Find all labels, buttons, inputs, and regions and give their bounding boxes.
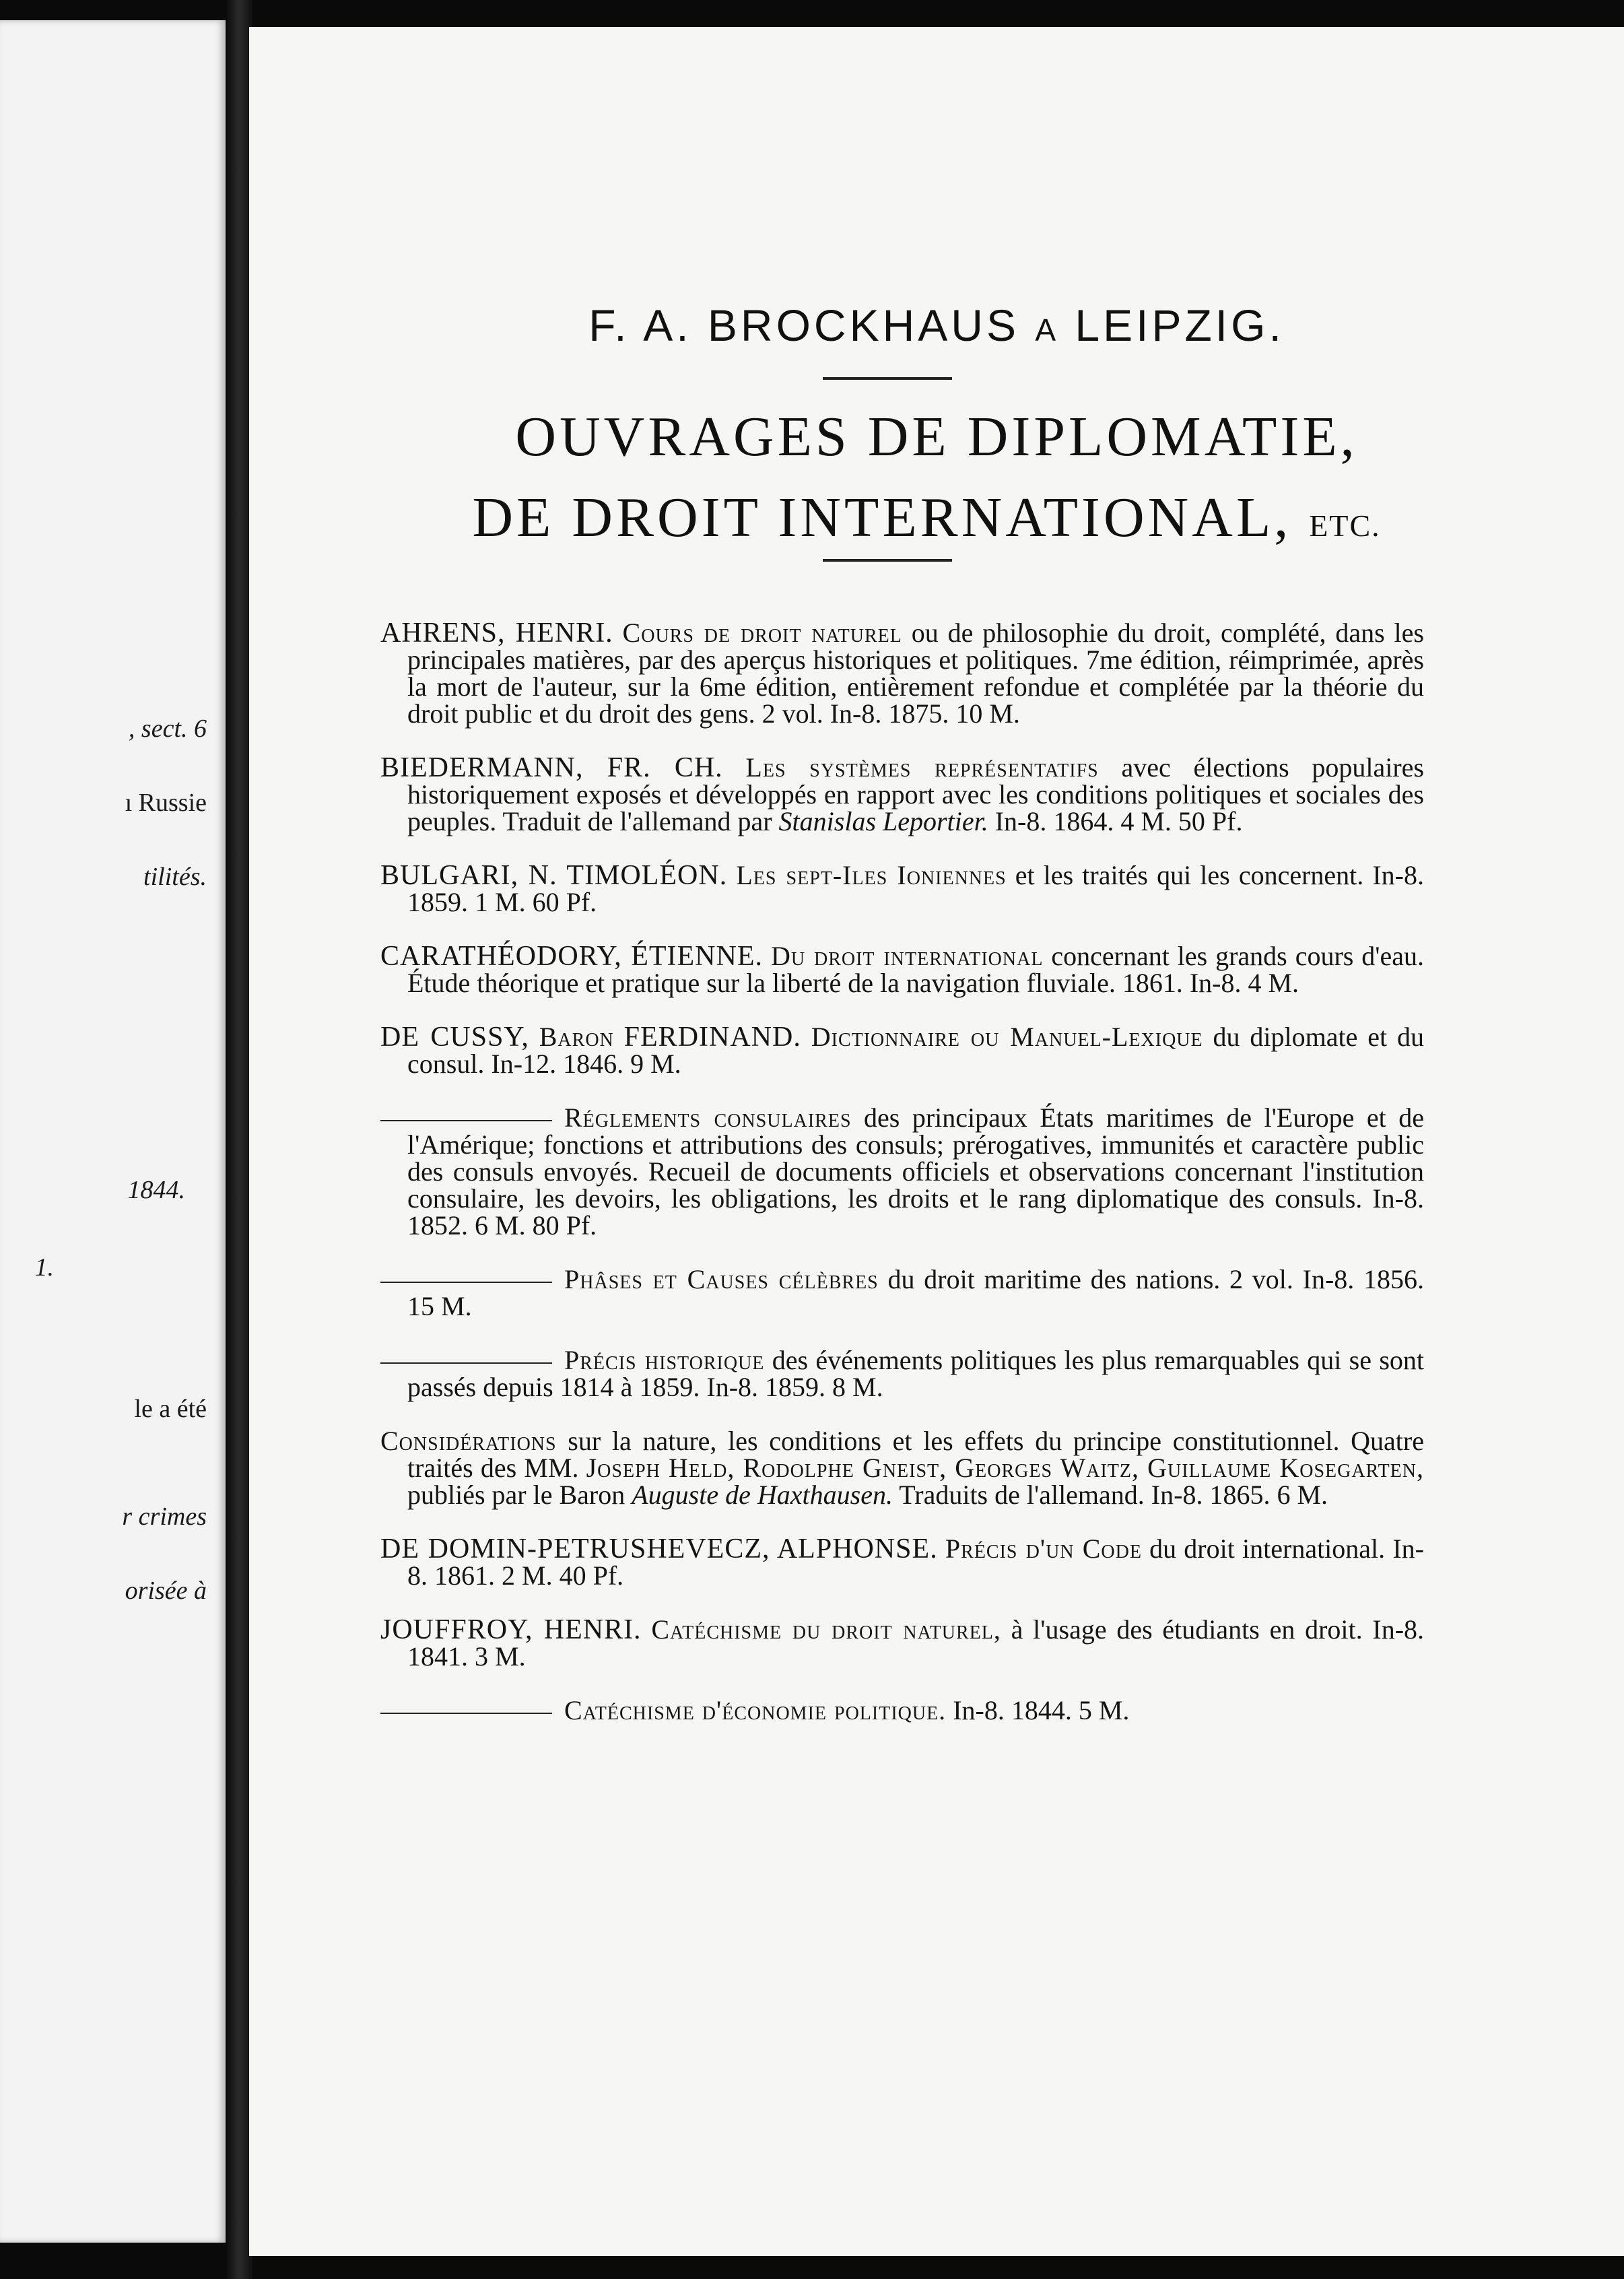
divider-rule [823,377,952,380]
catalog-title-line-2 [229,485,1624,550]
catalog-entry [380,1697,1424,1724]
entry-description: à l'usage des étudiants en droit. In-8. 1841. 3 M. [407,1614,1425,1672]
entry-description: et les traités qui les concernent. In-8. 1859. 1 M. 60 Pf. [407,860,1425,917]
entry-translator: Auguste de Haxthausen. [632,1480,893,1510]
left-facing-page [0,20,226,2243]
catalog-entry [380,862,1424,916]
publisher-name: F. A. BROCKHAUS [588,300,1019,350]
left-fragment: le a été [134,1395,207,1423]
entry-work-title: Phâses et Causes célèbres [564,1264,879,1294]
entry-description: du diplomate et du consul. In-12. 1846. 9 M. [407,1022,1425,1079]
entry-author-title: Baron [539,1022,614,1052]
catalog-entry [380,1024,1424,1078]
entry-description: concernant les grands cours d'eau. Étude théorique et pratique sur la liberté de la navigation fluviale. 1861. In-8. 4 M. [407,941,1424,998]
entry-author: BULGARI, N. TIMOLÉON. [380,860,728,891]
entry-work-title: Les systèmes représentatifs [745,752,1099,783]
entry-description: des événements politiques les plus remarquables qui se sont passés depuis 1814 à 1859. In-8. 1859. 8 M. [407,1345,1425,1402]
catalog-title-line-1: OUVRAGES DE DIPLOMATIE, [515,405,1358,468]
entry-work-title: Catéchisme d'économie politique. [564,1695,947,1725]
entry-author: DE DOMIN-PETRUSHEVECZ, ALPHONSE. [380,1533,938,1564]
entry-price: Traduits de l'allemand. In-8. 1865. 6 M. [892,1480,1328,1510]
entry-author-name: FERDINAND. [623,1022,801,1053]
entry-work-title: Cours de droit naturel [622,618,902,648]
left-fragment: orisée à [125,1577,207,1605]
entry-description: du droit international. In-8. 1861. 2 M. 40 Pf. [407,1533,1424,1591]
publisher-heading [249,300,1624,351]
entry-work-title: Réglements consulaires [564,1102,852,1133]
catalog-entry [380,1104,1424,1239]
left-fragment: 1844. [127,1176,185,1204]
entry-description: ou de philosophie du droit, complété, dans les principales matières, par des aperçus historiques et politiques. 7me édition, réimprimée, après la mort de l'auteur, sur la 6me édition, entièrement refondue et complétée par la théorie du droit public et du droit des gens. 2 vol. In-8. 1875. 10 M. [407,618,1424,729]
ditto-dash [380,1362,552,1364]
entry-work-title: Les sept-Iles Ioniennes [736,860,1007,890]
catalog-entry [380,943,1424,997]
left-fragment: tilités. [143,863,207,891]
divider-rule [823,559,952,562]
left-fragment: , sect. 6 [128,715,207,743]
catalog-entries [380,593,1424,1744]
catalog-entry [380,620,1424,727]
catalog-title-text: DE DROIT INTERNATIONAL, [472,486,1292,549]
entry-author: AHRENS, HENRI. [380,618,613,649]
entry-translator: Stanislas Leportier. [778,806,988,836]
entry-description: avec élections populaires historiquement exposés et développés en rapport avec les conditions politiques et sociales des peuples. Traduit de l'allemand par [407,752,1424,836]
catalog-entry [380,1616,1424,1670]
left-fragment: 1. [34,1253,54,1282]
entry-work-title: Considérations [380,1426,557,1456]
catalog-page [249,27,1624,2256]
entry-work-title: Dictionnaire ou Manuel-Lexique [811,1022,1203,1052]
ditto-dash [380,1120,552,1121]
entry-description: des principaux États maritimes de l'Europe et de l'Amérique; fonctions et attributions des consuls; prérogatives, immunités et caractère public des consuls envoyés. Recueil de documents officiels et observations concernant l'institution consulaire, les devoirs, les obligations, les droits et le rang diplomatique des consuls. In-8. 1852. 6 M. 80 Pf. [407,1102,1424,1241]
entry-contributors: Joseph Held, Rodolphe Gneist, Georges Waitz, Guillaume Kosegarten, [586,1453,1424,1483]
entry-description-cont: publiés par le Baron [407,1480,632,1510]
entry-author: JOUFFROY, HENRI. [380,1614,642,1645]
entry-description: In-8. 1844. 5 M. [946,1695,1130,1725]
ditto-dash [380,1713,552,1714]
catalog-entry [380,1535,1424,1589]
catalog-entry [380,1428,1424,1509]
publisher-city: LEIPZIG. [1075,300,1285,350]
book-gutter [226,0,252,2279]
catalog-entry [380,754,1424,835]
entry-description: sur la nature, les conditions et les effets du principe constitutionnel. Quatre traités des MM. [407,1426,1424,1483]
entry-work-title: Précis d'un Code [945,1533,1142,1564]
entry-work-title: Catéchisme du droit naturel, [651,1614,1001,1645]
entry-author: DE CUSSY, [380,1022,529,1053]
entry-description: du droit maritime des nations. 2 vol. In-8. 1856. 15 M. [407,1264,1425,1321]
catalog-title-etc: ETC. [1309,508,1381,543]
ditto-dash [380,1282,552,1283]
catalog-entry [380,1266,1424,1320]
left-fragment: ı Russie [125,789,207,817]
entry-work-title: Précis historique [564,1345,765,1375]
entry-work-title: Du droit international [770,941,1044,971]
publisher-a: A [1035,312,1060,348]
entry-author: BIEDERMANN, FR. CH. [380,752,723,783]
entry-author: CARATHÉODORY, ÉTIENNE. [380,941,763,972]
entry-price: In-8. 1864. 4 M. 50 Pf. [988,806,1243,836]
catalog-entry [380,1347,1424,1401]
left-fragment: r crimes [122,1502,207,1531]
